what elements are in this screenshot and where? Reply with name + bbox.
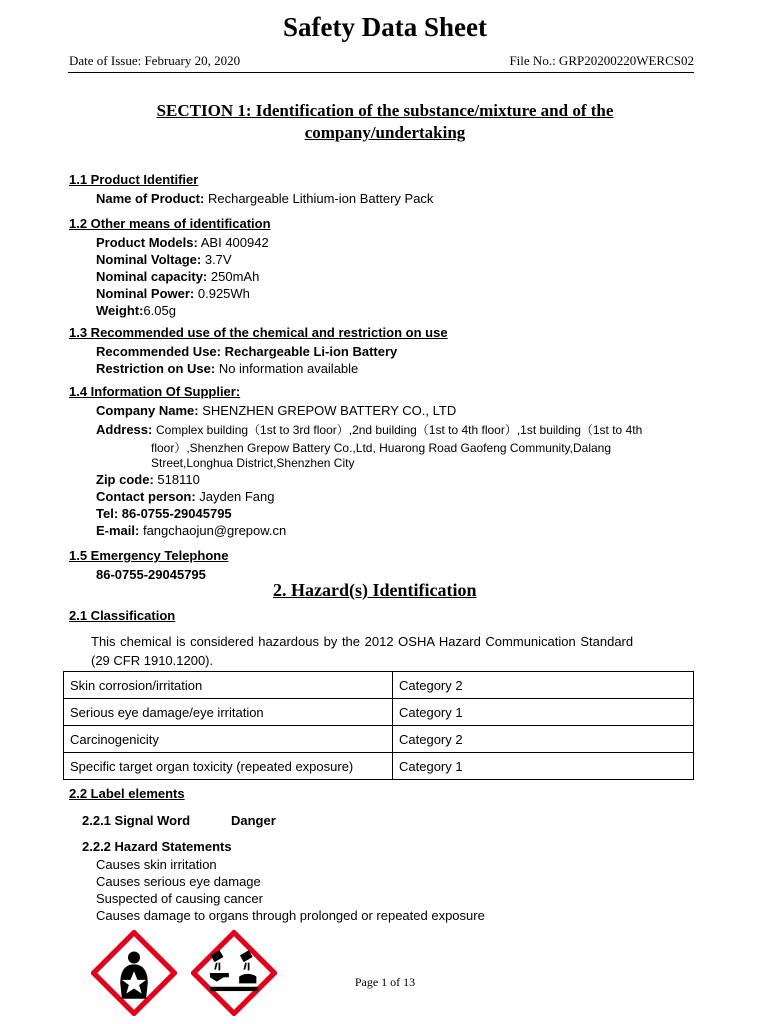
hazard-statements-heading: 2.2.2 Hazard Statements xyxy=(82,839,232,854)
subsection-1-4-heading: 1.4 Information Of Supplier: xyxy=(69,384,241,399)
hazard-cell: Skin corrosion/irritation xyxy=(64,672,393,699)
category-cell: Category 2 xyxy=(393,726,694,753)
nominal-capacity-value: 250mAh xyxy=(210,269,260,284)
nominal-voltage-value: 3.7V xyxy=(204,252,232,267)
nominal-capacity-row xyxy=(96,269,259,284)
table-row xyxy=(64,672,694,699)
section2-title: 2. Hazard(s) Identification xyxy=(273,580,477,600)
product-name-label: Name of Product: xyxy=(96,191,205,206)
hazard-cell: Serious eye damage/eye irritation xyxy=(64,699,393,726)
health-hazard-icon xyxy=(91,930,177,1016)
recommended-use-row xyxy=(96,344,397,359)
hazard-statement: Suspected of causing cancer xyxy=(96,891,263,906)
recommended-use-value: Rechargeable Li-ion Battery xyxy=(224,344,398,359)
zip-code-label: Zip code: xyxy=(96,472,154,487)
email-row xyxy=(96,523,286,538)
zip-code-value: 518110 xyxy=(157,472,200,487)
company-name-value: SHENZHEN GREPOW BATTERY CO., LTD xyxy=(202,403,457,418)
subsection-2-1-heading: 2.1 Classification xyxy=(69,608,176,623)
address-line2: floor）,Shenzhen Grepow Battery Co.,Ltd, Huarong Road Gaofeng Community,Dalang xyxy=(151,441,612,455)
weight-row xyxy=(96,303,176,318)
hazard-statement: Causes serious eye damage xyxy=(96,874,261,889)
telephone-row xyxy=(96,506,232,521)
classification-text-line2: (29 CFR 1910.1200). xyxy=(91,653,214,668)
address-line3: Street,Longhua District,Shenzhen City xyxy=(151,456,355,470)
hazard-statement: Causes skin irritation xyxy=(96,857,217,872)
company-name-label: Company Name: xyxy=(96,403,199,418)
subsection-2-2-heading: 2.2 Label elements xyxy=(69,786,185,801)
subsection-1-1-heading: 1.1 Product Identifier xyxy=(69,172,199,187)
subsection-1-5-heading: 1.5 Emergency Telephone xyxy=(69,548,229,563)
contact-person-value: Jayden Fang xyxy=(199,489,275,504)
classification-table xyxy=(63,671,694,780)
weight-label: Weight: xyxy=(96,303,144,318)
subsection-1-2-heading: 1.2 Other means of identification xyxy=(69,216,271,231)
emergency-phone: 86-0755-29045795 xyxy=(96,567,206,582)
section1-title-line1: SECTION 1: Identification of the substance/mixture and of the xyxy=(156,101,614,120)
nominal-power-row xyxy=(96,286,250,301)
date-of-issue: Date of Issue: February 20, 2020 xyxy=(69,53,241,68)
telephone-value: 86-0755-29045795 xyxy=(121,506,232,521)
address-row xyxy=(96,421,642,438)
hazard-cell: Carcinogenicity xyxy=(64,726,393,753)
header-divider xyxy=(68,72,694,73)
restriction-label: Restriction on Use: xyxy=(96,361,216,376)
restriction-row xyxy=(96,361,358,376)
nominal-capacity-label: Nominal capacity: xyxy=(96,269,208,284)
page-number: Page 1 of 13 xyxy=(354,975,416,989)
subsection-1-3-heading: 1.3 Recommended use of the chemical and restriction on use xyxy=(69,325,448,340)
company-name-row xyxy=(96,403,456,418)
signal-word-label: 2.2.1 Signal Word xyxy=(82,813,191,828)
address-line1: Complex building（1st to 3rd floor）,2nd building（1st to 4th floor）,1st building（1st to 4th xyxy=(155,423,643,437)
hazard-cell: Specific target organ toxicity (repeated exposure) xyxy=(64,753,393,780)
corrosion-icon xyxy=(191,930,277,1016)
recommended-use-label: Recommended Use: xyxy=(96,344,221,359)
zip-code-row xyxy=(96,472,200,487)
contact-person-label: Contact person: xyxy=(96,489,196,504)
category-cell: Category 1 xyxy=(393,699,694,726)
hazard-statement: Causes damage to organs through prolonged or repeated exposure xyxy=(96,908,485,923)
nominal-power-label: Nominal Power: xyxy=(96,286,195,301)
product-models-value: ABI 400942 xyxy=(200,235,269,250)
category-cell: Category 2 xyxy=(393,672,694,699)
address-label: Address: xyxy=(96,422,153,437)
table-row xyxy=(64,753,694,780)
product-models-row xyxy=(96,235,269,250)
category-cell: Category 1 xyxy=(393,753,694,780)
restriction-value: No information available xyxy=(218,361,359,376)
product-name-row xyxy=(96,191,433,206)
signal-word-value: Danger xyxy=(231,813,276,828)
telephone-label: Tel: xyxy=(96,506,119,521)
email-value: fangchaojun@grepow.cn xyxy=(142,523,287,538)
nominal-power-value: 0.925Wh xyxy=(197,286,250,301)
email-label: E-mail: xyxy=(96,523,140,538)
classification-text-line1: This chemical is considered hazardous by the 2012 OSHA Hazard Communication Standard xyxy=(91,634,634,649)
document-title: Safety Data Sheet xyxy=(283,12,487,42)
file-number: File No.: GRP20200220WERCS02 xyxy=(509,53,694,68)
product-models-label: Product Models: xyxy=(96,235,198,250)
table-row xyxy=(64,699,694,726)
weight-value: 6.05g xyxy=(143,303,176,318)
product-name-value: Rechargeable Lithium-ion Battery Pack xyxy=(207,191,434,206)
table-row xyxy=(64,726,694,753)
nominal-voltage-row xyxy=(96,252,232,267)
nominal-voltage-label: Nominal Voltage: xyxy=(96,252,202,267)
contact-person-row xyxy=(96,489,274,504)
section1-title-line2: company/undertaking xyxy=(304,123,466,142)
